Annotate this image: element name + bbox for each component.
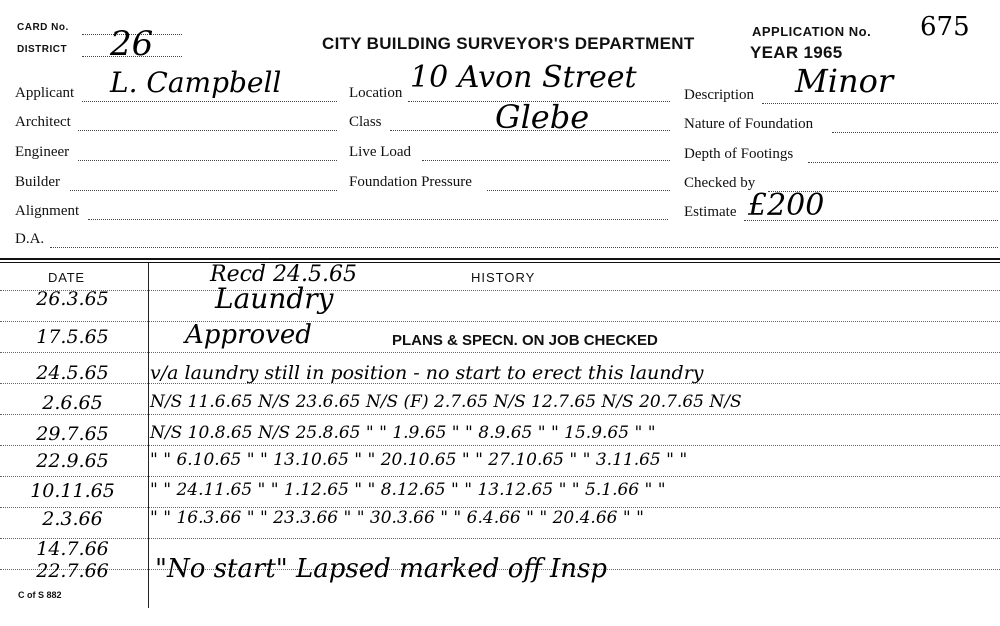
history-date: 22.7.66 [36, 560, 109, 582]
history-text: " " 24.11.65 " " 1.12.65 " " 8.12.65 " " 13.12.65 " " 5.1.66 " " [150, 480, 666, 500]
history-text: Laundry [215, 282, 334, 315]
history-date: 24.5.65 [36, 362, 109, 384]
location-value: 10 Avon Street [410, 60, 637, 95]
estimate-label: Estimate [684, 204, 737, 220]
da-line [50, 247, 998, 248]
checked-by-label: Checked by [684, 175, 756, 191]
applicant-line [82, 101, 337, 102]
history-text: v/a laundry still in position - no start to erect this laundry [150, 362, 704, 384]
history-top-rule-2 [0, 262, 1000, 263]
history-text: Approved [185, 320, 312, 350]
history-date: 17.5.65 [36, 326, 109, 348]
architect-label: Architect [15, 114, 71, 130]
nature-of-foundation-line [832, 132, 998, 133]
engineer-line [78, 160, 337, 161]
description-value: Minor [795, 62, 894, 100]
history-row [0, 508, 1000, 538]
depth-of-footings-line [808, 162, 998, 163]
application-no-label: APPLICATION No. [752, 24, 872, 39]
da-label: D.A. [15, 231, 45, 247]
live-load-label: Live Load [349, 144, 412, 160]
history-row [0, 423, 1000, 453]
plans-stamp: PLANS & SPECN. ON JOB CHECKED [392, 332, 658, 349]
form-code: C of S 882 [18, 590, 62, 600]
foundation-pressure-label: Foundation Pressure [349, 174, 472, 190]
application-no-value: 675 [920, 12, 970, 42]
date-column-header: DATE [48, 270, 85, 285]
engineer-label: Engineer [15, 144, 70, 160]
class-value: Glebe [495, 98, 590, 136]
history-date: 2.3.66 [42, 508, 103, 530]
history-date: 26.3.65 [36, 288, 109, 310]
history-text: " " 6.10.65 " " 13.10.65 " " 20.10.65 " " 27.10.65 " " 3.11.65 " " [150, 450, 688, 470]
history-text: " " 16.3.66 " " 23.3.66 " " 30.3.66 " " 6.4.66 " " 20.4.66 " " [150, 508, 644, 528]
foundation-pressure-line [487, 190, 670, 191]
builder-line [70, 190, 337, 191]
live-load-line [422, 160, 670, 161]
estimate-value: £200 [748, 188, 825, 223]
history-row [0, 480, 1000, 510]
history-row [0, 282, 1000, 318]
history-text: N/S 10.8.65 N/S 25.8.65 " " 1.9.65 " " 8.9.65 " " 15.9.65 " " [150, 423, 656, 443]
history-column-header: HISTORY [471, 270, 536, 285]
history-text: "No start" Lapsed marked off Insp [155, 554, 608, 584]
alignment-line [88, 219, 668, 220]
history-row [0, 320, 1000, 356]
history-date: 29.7.65 [36, 423, 109, 445]
class-label: Class [349, 114, 382, 130]
district-label: DISTRICT [17, 44, 68, 55]
history-date: 10.11.65 [30, 480, 115, 502]
builder-label: Builder [15, 174, 60, 190]
architect-line [78, 130, 337, 131]
history-rule [0, 321, 1000, 322]
applicant-value: L. Campbell [110, 66, 282, 99]
history-date: 22.9.65 [36, 450, 109, 472]
nature-of-foundation-label: Nature of Foundation [684, 116, 814, 132]
district-value: 26 [110, 24, 154, 64]
year-label: YEAR 1965 [750, 43, 843, 62]
history-date: 2.6.65 [42, 392, 103, 414]
history-row [0, 554, 1000, 590]
history-date: 14.7.66 [36, 538, 109, 560]
received-note: Recd 24.5.65 [210, 262, 357, 287]
description-line [762, 103, 998, 104]
location-label: Location [349, 85, 403, 101]
history-row [0, 450, 1000, 480]
history-top-rule [0, 258, 1000, 260]
depth-of-footings-label: Depth of Footings [684, 146, 794, 162]
history-row [0, 362, 1000, 392]
history-row [0, 392, 1000, 422]
card-no-label: CARD No. [17, 22, 69, 33]
applicant-label: Applicant [15, 85, 75, 101]
history-text: N/S 11.6.65 N/S 23.6.65 N/S (F) 2.7.65 N/S 12.7.65 N/S 20.7.65 N/S [150, 392, 742, 412]
description-label: Description [684, 87, 754, 103]
alignment-label: Alignment [15, 203, 80, 219]
department-title: CITY BUILDING SURVEYOR'S DEPARTMENT [322, 34, 695, 53]
